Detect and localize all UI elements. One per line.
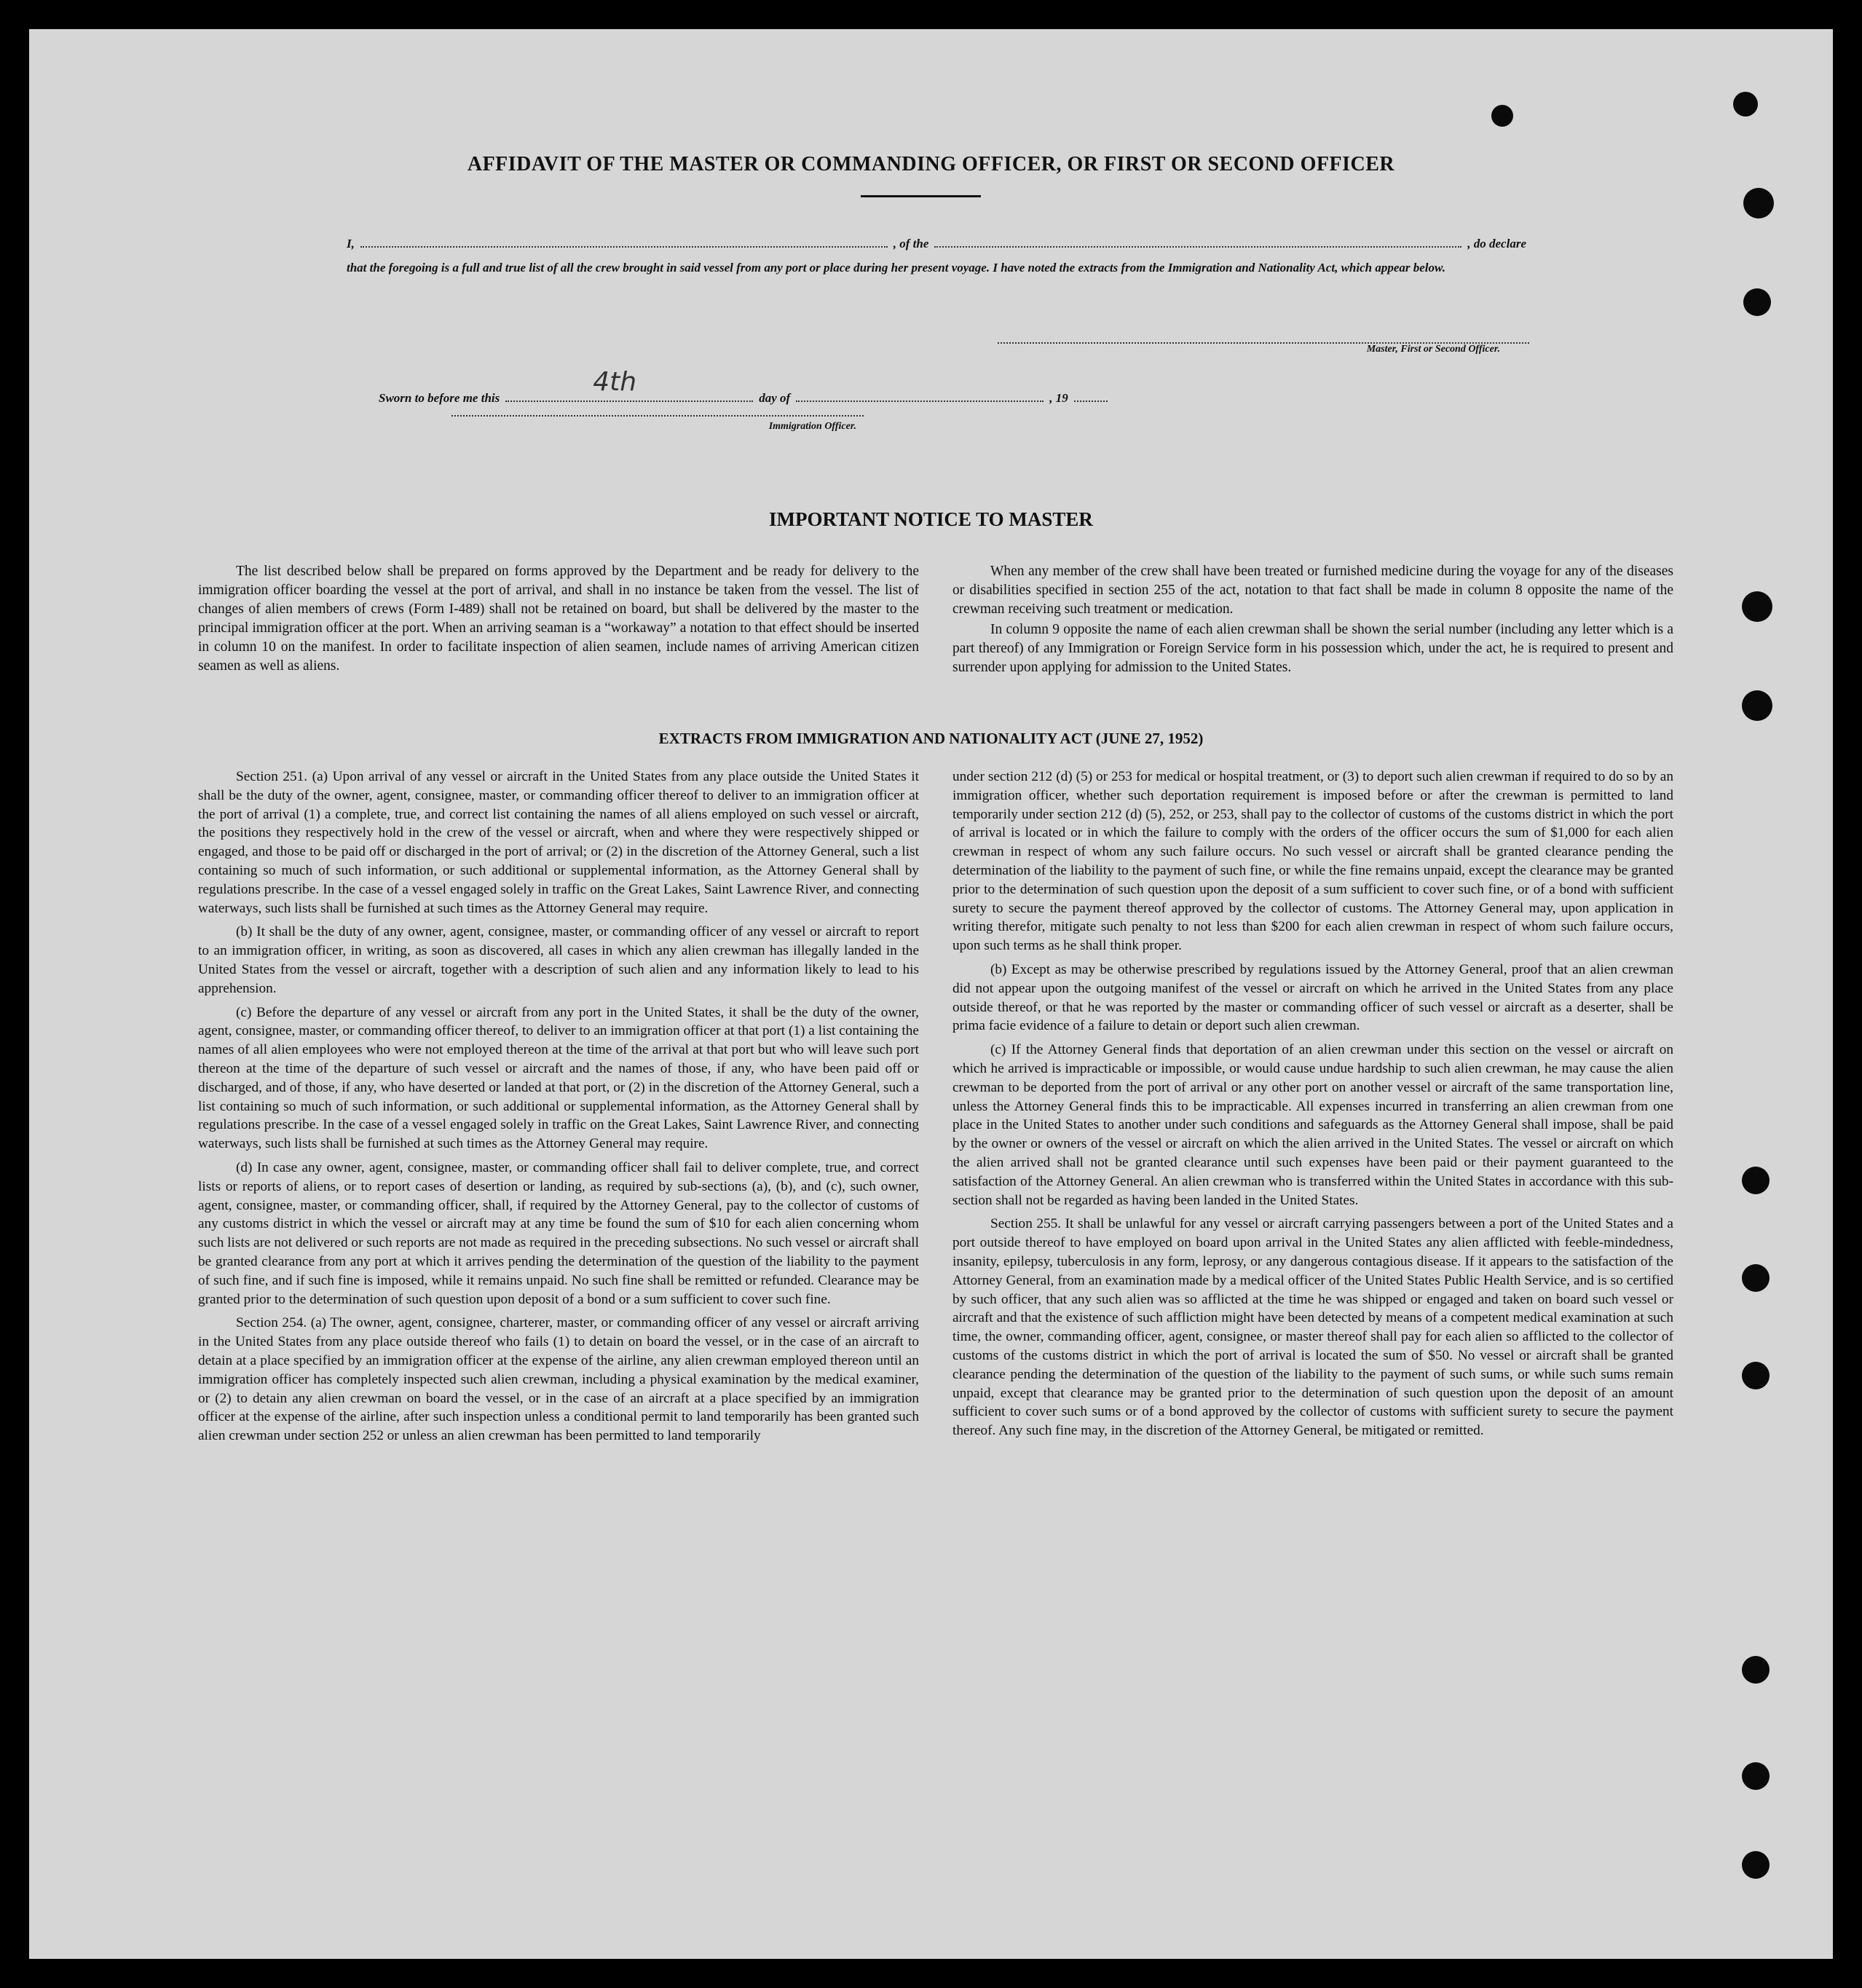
sworn-day-field[interactable] xyxy=(505,367,753,402)
vessel-name-field[interactable] xyxy=(934,236,1461,248)
section-254-a: Section 254. (a) The owner, agent, consignee, charterer, master, or commanding officer of any vessel or aircraft arriving in the United States from any place outside thereof who fails (1) to detain on board the vessel, or in the case of an aircraft to detain at a place specified by an immigration officer at the expense of the airline, any alien crewman employed thereon until an immigration officer has completely inspected such alien crewman, including a physical examination by the medical examiner, or (2) to detain any alien crewman on board the vessel, or in the case of an aircraft at a place specified by an immigration officer at the expense of the airline, after such inspection unless a conditional permit to land temporarily has been granted such alien crewman under section 252 or unless an alien crewman has been permitted to land temporarily xyxy=(198,1315,919,1444)
punch-hole xyxy=(1742,1851,1770,1879)
section-254-c: (c) If the Attorney General finds that deportation of an alien crewman under this section on the vessel or aircraft on which he arrived is impracticable or impossible, or would cause undue hardship to such alien crewman, he may cause the alien crewman to be deported from the port of arrival or any other port on another vessel or aircraft of the same transportation line, unless the Attorney General finds this to be impracticable. All expenses incurred in transferring an alien crewman from one place in the United States to another under such conditions and safeguards as the Attorney General shall impose, shall be paid by the owner or owners of the vessel or aircraft on which the alien arrived in the United States. The vessel or aircraft on which the alien arrived shall not be granted clearance until such expenses have been paid or their payment guaranteed to the satisfaction of the Attorney General. An alien crewman who is transferred within the United States in accordance with this sub-section shall not be regarded as having been landed in the United States. xyxy=(952,1042,1673,1208)
notice-paragraph: In column 9 opposite the name of each alien crewman shall be shown the serial number (including any letter which is a part thereof) of any Immigration or Foreign Service form in his possession which, under the act, he is required to present and surrender upon applying for admission to the United States. xyxy=(952,622,1673,675)
declarant-name-field[interactable] xyxy=(360,236,888,248)
punch-hole xyxy=(1491,105,1513,127)
punch-hole xyxy=(1742,591,1772,622)
extracts-left-column xyxy=(198,768,919,1445)
affidavit-title: AFFIDAVIT OF THE MASTER OR COMMANDING OFFICER, OR FIRST OR SECOND OFFICER xyxy=(467,153,1395,175)
declarant-line xyxy=(347,232,1526,256)
do-declare-label: , do declare xyxy=(1467,237,1526,251)
immigration-officer-label: Immigration Officer. xyxy=(768,421,856,432)
punch-hole xyxy=(1743,188,1774,218)
day-of-label: day of xyxy=(759,391,791,405)
master-signature-line[interactable] xyxy=(998,342,1529,355)
notice-left-column xyxy=(198,562,919,677)
extracts-right-column xyxy=(952,768,1673,1445)
document-page xyxy=(29,29,1833,1959)
section-251-c: (c) Before the departure of any vessel or aircraft from any port in the United States, it shall be the duty of the owner, agent, consignee, master, or commanding officer thereof, to deliver to an immigration officer at that port (1) a list containing the names of all alien employees who were not employed thereon at the time of the arrival at that port but who will leave such port thereon at the time of the departure of such vessel or aircraft and the names of those, if any, who have been paid off or discharged, and of those, if any, who have deserted or landed at that port, or (2) in the discretion of the Attorney General, such a list containing so much of such information, or such additional or supplemental information, as the Attorney General shall by regulations prescribe. In the case of a vessel engaged solely in traffic on the Great Lakes, Saint Lawrence River, and connecting waterways, such lists shall be furnished at such times as the Attorney General may require. xyxy=(198,1004,919,1152)
handwritten-day: 4th xyxy=(593,367,637,397)
notice-right-column xyxy=(952,562,1673,677)
punch-hole xyxy=(1742,1264,1770,1292)
punch-hole xyxy=(1742,690,1772,721)
notice-paragraph: When any member of the crew shall have been treated or furnished medicine during the voyage for any of the diseases or disabilities specified in section 255 of the act, notation to that fact shall be made in column 8 opposite the name of the crewman receiving such treatment or medication. xyxy=(952,564,1673,617)
of-the-label: , of the xyxy=(893,237,929,251)
punch-hole xyxy=(1733,92,1758,117)
punch-hole xyxy=(1742,1656,1770,1684)
section-251-d: (d) In case any owner, agent, consignee, master, or commanding officer shall fail to deliver complete, true, and correct lists or reports of aliens, or to report cases of desertion or landing, as required by sub-sections (a), (b), and (c), such owner, agent, consignee, master, or commanding officer, shall, if required by the Attorney General, pay to the collector of customs of any customs district in which the vessel or aircraft may at any time be found the sum of $10 for each alien concerning whom such lists are not delivered or such reports are not made as required in the preceding subsections. No such vessel or aircraft shall be granted clearance from any port at which it arrives pending the determination of the question of the liability to the payment of such fine, and if such fine is imposed, while it remains unpaid. No such fine shall be remitted or refunded. Clearance may be granted prior to the determination of such question upon deposit of a bond or a sum sufficient to cover such fine. xyxy=(198,1159,919,1307)
year-label: , 19 xyxy=(1049,391,1068,405)
punch-hole xyxy=(1742,1762,1770,1790)
extracts-title: EXTRACTS FROM IMMIGRATION AND NATIONALITY ACT (JUNE 27, 1952) xyxy=(658,730,1204,747)
punch-hole xyxy=(1742,1362,1770,1389)
sworn-month-field[interactable] xyxy=(796,386,1044,402)
section-254-b: (b) Except as may be otherwise prescribed by regulations issued by the Attorney General, proof that an alien crewman did not appear upon the outgoing manifest of the vessel or aircraft on which he arrived in the United States from any place outside thereof, or that he was reported by the master or commanding officer of such vessel or aircraft as a deserter, shall be prima facie evidence of a failure to detain or deport such alien crewman. xyxy=(952,961,1673,1034)
punch-hole xyxy=(1743,288,1771,316)
notice-columns xyxy=(198,562,1673,677)
sworn-label: Sworn to before me this xyxy=(379,391,500,405)
sworn-line xyxy=(379,367,1231,406)
immigration-officer-signature-line[interactable] xyxy=(451,415,864,433)
section-251-a: Section 251. (a) Upon arrival of any vessel or aircraft in the United States from any place outside the United States it shall be the duty of the owner, agent, consignee, master, or commanding officer thereof to deliver to an immigration officer at the port of arrival (1) a complete, true, and correct list containing the names of all aliens employed on such vessel or aircraft, the positions they respectively hold in the crew of the vessel or aircraft, when and where they were respectively shipped or engaged, and those to be paid off or discharged in the port of arrival; or (2) in the discretion of the Attorney General, such a list containing so much of such information, or such additional or supplemental information, as the Attorney General shall by regulations prescribe. In the case of a vessel engaged solely in traffic on the Great Lakes, Saint Lawrence River, and connecting waterways, such lists shall be furnished at such times as the Attorney General may require. xyxy=(198,769,919,916)
notice-title: IMPORTANT NOTICE TO MASTER xyxy=(769,508,1093,530)
punch-hole xyxy=(1742,1167,1770,1194)
section-254-a-continued: under section 212 (d) (5) or 253 for medical or hospital treatment, or (3) to deport such alien crewman if required to do so by an immigration officer, whether such deportation requirement is imposed before or after the crewman is permitted to land temporarily under section 212 (d) (5), 252, or 253, shall pay to the collector of customs of the customs district in which the port of arrival is located or in which the failure to comply with the orders of the officer occurs the sum of $1,000 for each alien crewman in respect of whom any such failure occurs. No such vessel or aircraft shall be granted clearance pending the determination of the liability to the payment of such fine, or while the fine remains unpaid, except the clearance may be granted prior to the determination of such question upon the deposit of a sum sufficient to cover such fine, or of a bond with sufficient surety to secure the payment thereof approved by the collector of customs. The Attorney General may, upon application in writing therefor, mitigate such penalty to not less than $200 for each alien crewman in respect of whom such failure occurs, upon such terms as he shall think proper. xyxy=(952,769,1673,954)
title-underline xyxy=(861,195,981,197)
declaration-text: that the foregoing is a full and true list of all the crew brought in said vessel from any port or place during her present voyage. I have noted the extracts from the Immigration and Nationality Act, which appear below. xyxy=(347,261,1445,275)
declaration-block xyxy=(347,232,1526,280)
master-signature-label: Master, First or Second Officer. xyxy=(1366,344,1500,355)
notice-paragraph: The list described below shall be prepared on forms approved by the Department and be ready for delivery to the immigration officer boarding the vessel at the port of arrival, and shall in no instance be taken from the vessel. The list of changes of alien members of crews (Form I-489) shall not be retained on board, but shall be delivered by the master to the principal immigration officer at the port. When an arriving seaman is a “workaway” a notation to that effect should be inserted in column 10 on the manifest. In order to facilitate inspection of alien seamen, include names of arriving American citizen seamen as well as aliens. xyxy=(198,564,919,674)
section-255: Section 255. It shall be unlawful for any vessel or aircraft carrying passengers between a port of the United States and a port outside thereof to have employed on board upon arrival in the United States any alien afflicted with feeble-mindedness, insanity, epilepsy, tuberculosis in any form, leprosy, or any dangerous contagious disease. If it appears to the satisfaction of the Attorney General, from an examination made by a medical officer of the United States Public Health Service, and is so certified by such officer, that any such alien was so afflicted at the time he was shipped or engaged and taken on board such vessel or aircraft and that the existence of such affliction might have been detected by means of a competent medical examination at such time, the owner, commanding officer, agent, consignee, or master thereof shall pay for each alien so afflicted to the collector of customs of the customs district in which the port of arrival is located the sum of $50. No vessel or aircraft shall be granted clearance pending the determination of the question of the liability to the payment of such sums, or while such sums remain unpaid, except that clearance may be granted prior to the determination of such question upon the deposit of an amount sufficient to cover such sums or of a bond approved by the collector of customs with sufficient surety to secure the payment thereof. Any such fine may, in the discretion of the Attorney General, be mitigated or remitted. xyxy=(952,1216,1673,1439)
declarant-prefix: I, xyxy=(347,237,355,251)
extracts-columns xyxy=(198,768,1673,1445)
sworn-year-field[interactable] xyxy=(1074,386,1108,402)
section-251-b: (b) It shall be the duty of any owner, agent, consignee, master, or commanding officer of any vessel or aircraft to report to an immigration officer, in writing, as soon as discovered, all cases in which any alien crewman has illegally landed in the United States from the vessel or aircraft, together with a description of such alien and any information likely to lead to his apprehension. xyxy=(198,924,919,996)
